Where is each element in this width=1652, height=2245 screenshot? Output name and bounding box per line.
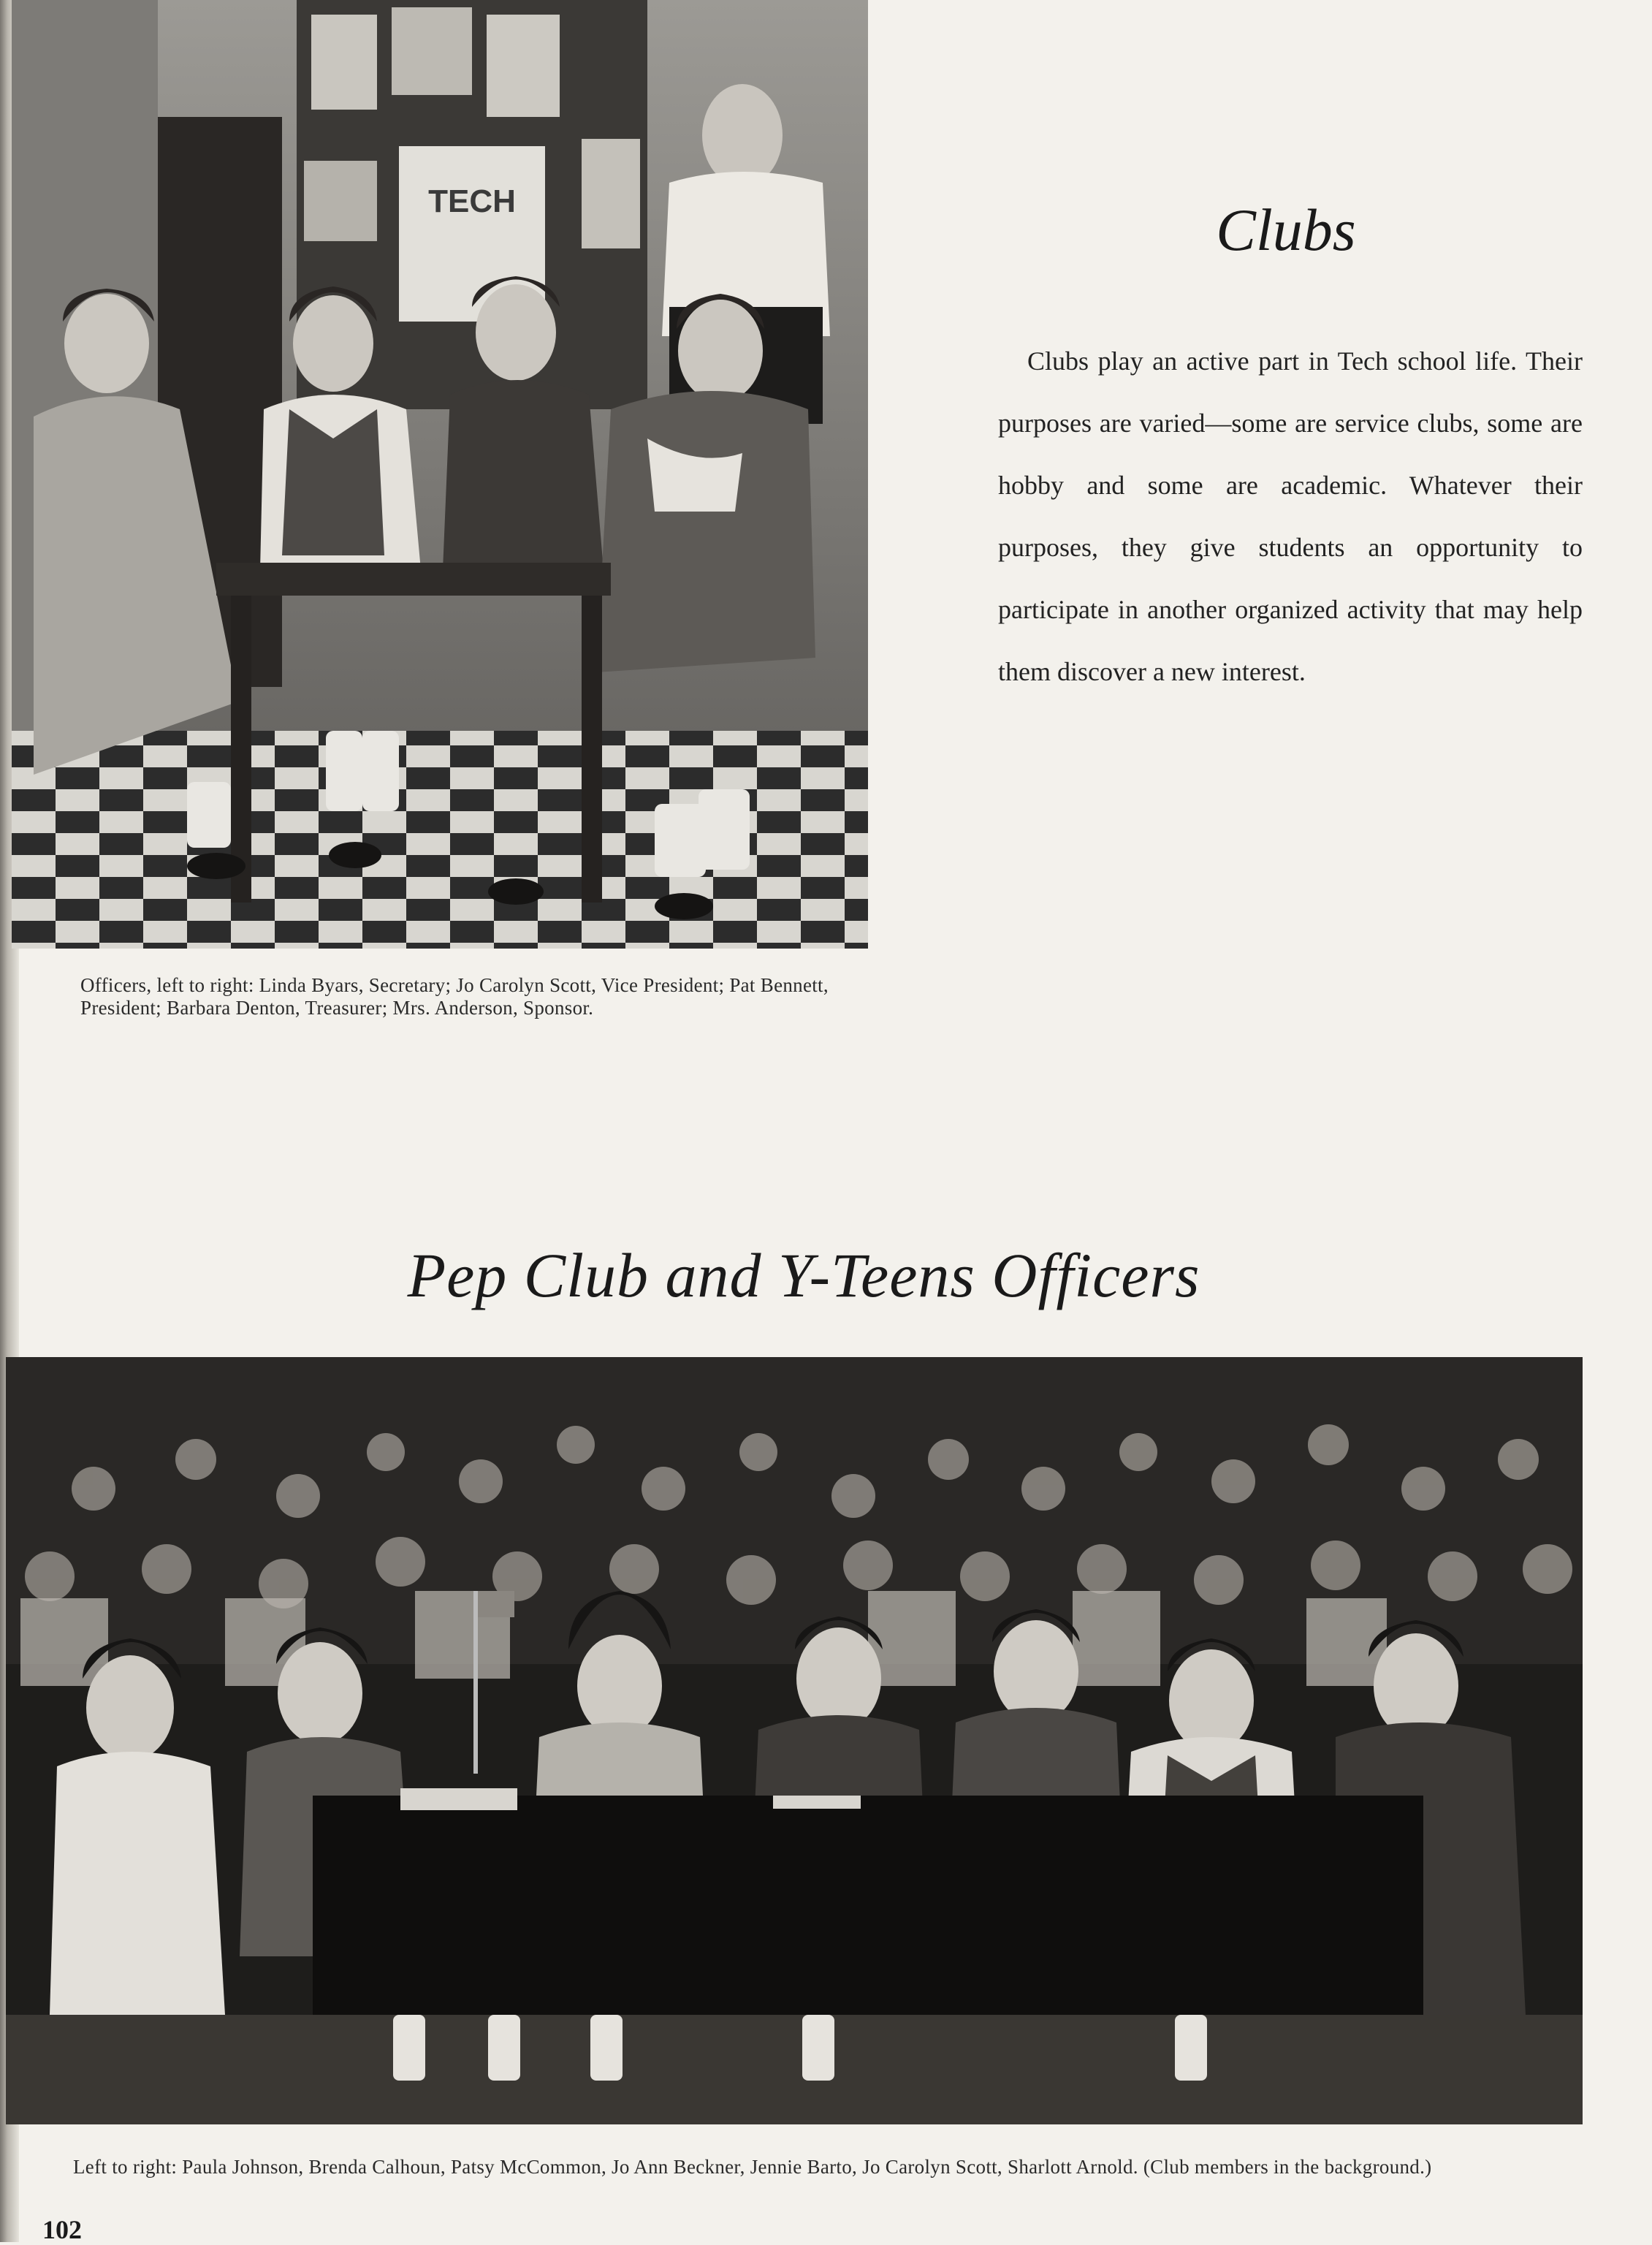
clubs-description: Clubs play an active part in Tech school life. Their purposes are varied—some are service clubs, some are hobby and some are academic. Whatever their purposes, they give students an opportunity to participate in another organized activity that may help them discover a new interest. [998,346,1583,686]
pep-club-photo-caption: Left to right: Paula Johnson, Brenda Calhoun, Patsy McCommon, Jo Ann Beckner, Jennie Barto, Jo Carolyn Scott, Sharlott Arnold. (Club members in the background.) [73,2156,1432,2178]
pep-club-photo-illustration [6,1357,1583,2124]
officers-photo [12,0,868,949]
officers-photo-caption: Officers, left to right: Linda Byars, Secretary; Jo Carolyn Scott, Vice President; Pat Bennett, President; Barbara Denton, Treasurer; Mrs. Anderson, Sponsor. [80,974,829,1019]
pep-club-photo [6,1357,1583,2124]
clubs-heading: Clubs [1216,197,1356,263]
officers-photo-illustration [12,0,868,949]
pep-club-heading: Pep Club and Y-Teens Officers [407,1240,1200,1310]
tech-sign-text: TECH [428,183,516,219]
page-number: 102 [42,2215,82,2244]
